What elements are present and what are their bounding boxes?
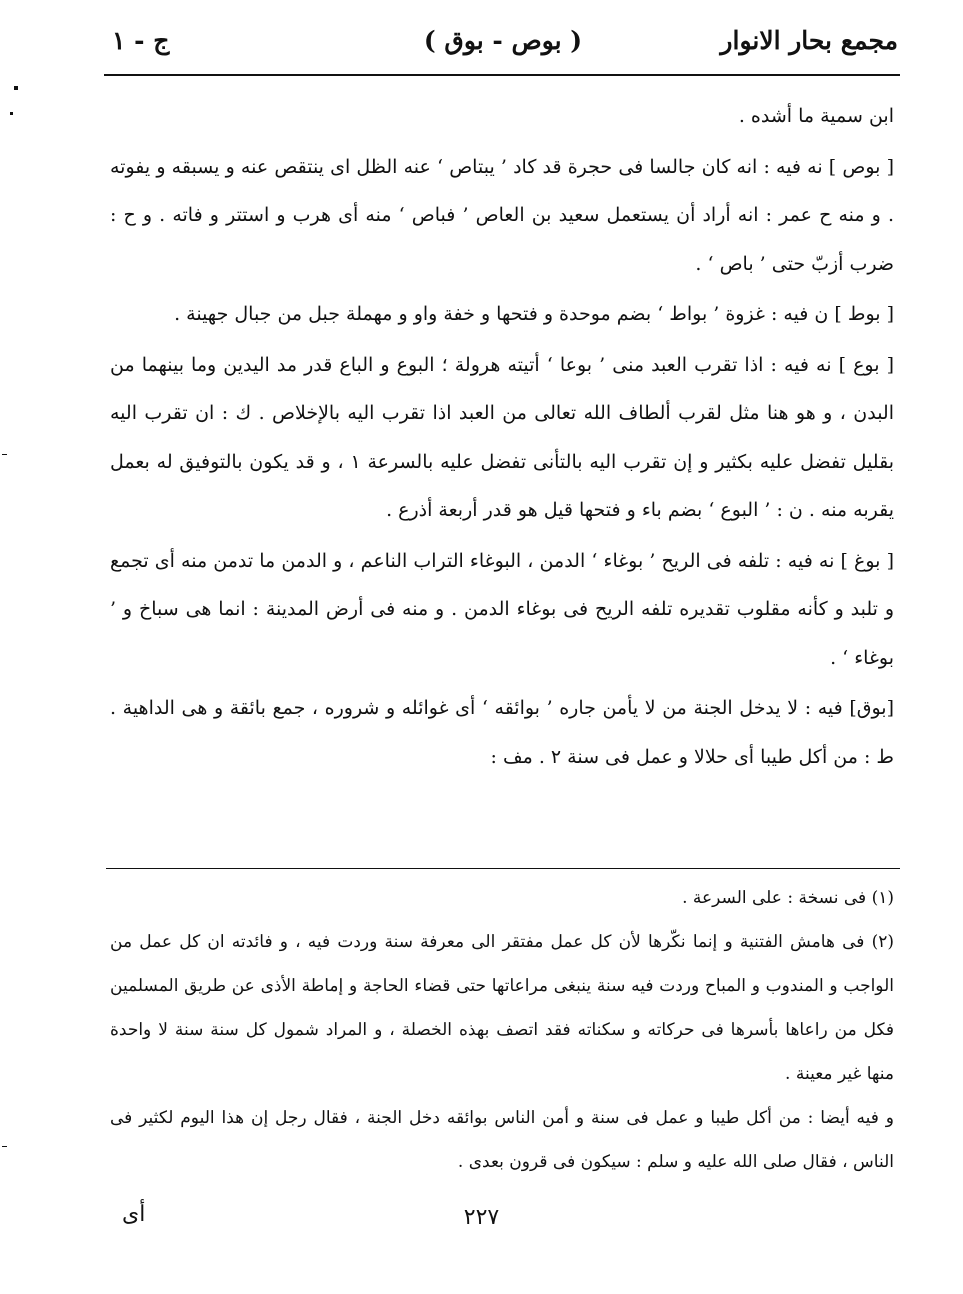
margin-mark <box>2 1146 7 1147</box>
entry-bu: [ بوع ] نه فيه : اذا تقرب العبد منى ’ بوعا ‘ أتيته هرولة ؛ البوع و الباع قدر مد اليدين وما بينهما من البدن ، و هو هنا مثل لقرب ألطاف الله تعالى من العبد اذا تقرب اليه بالإخلاص . ك : ان تقرب اليه بقليل تفضل عليه بكثير و إن تقرب اليه بالتأنى تفضل عليه بالسرعة ١ ، و قد يكون بالتوفيق له بعمل يقربه منه . ن : ’ البوع ‘ بضم باء و فتحها قيل هو قدر أربعة أذرع . <box>110 353 894 521</box>
footnote-2: (٢) فى هامش الفتنية و إنما نكّرها لأن كل عمل مفتقر الى معرفة سنة وردت فيه ، و فائدته ان كل عمل من الواجب و المندوب و المباح وردت فيه سنة ينبغى مراعاتها حتى قضاء الحاجة و إماطة الأذى عن طريق المسلمين فكل من راعاها بأسرها فى حركاته و سكناته فقد اتصف بهذه الخصلة ، و المراد شمول كل سنة سنة لا واحدة منها غير معينة . <box>110 932 894 1084</box>
margin-mark <box>10 112 13 115</box>
entry-bus: [ بوص ] نه فيه : انه كان جالسا فى حجرة قد كاد ’ يبتاص ‘ عنه الظل اى ينتقص عنه و يسبقه و يفوته . و منه ح عمر : انه أراد أن يستعمل سعيد بن العاص ’ فباص ‘ منه أى هرب و استتر و فاته . و ح : ضرب أزبّ حتى ’ باص ‘ . <box>110 155 894 275</box>
catchword: أى <box>122 1202 146 1227</box>
footnote-rule <box>106 868 900 869</box>
entry-buq: [بوق] فيه : لا يدخل الجنة من لا يأمن جاره ’ بوائقه ‘ أى غوائله و شروره ، جمع بائقة و هى الداهية . ط : من أكل طيبا أى حلالا و عمل فى سنة ٢ . مف : <box>110 697 894 768</box>
paragraph-1: ابن سمية ما أشده . <box>738 105 894 127</box>
footnote-3: و فيه أيضا : من أكل طيبا و عمل فى سنة و أمن الناس بوائقه دخل الجنة ، فقال رجل إن هذا اليوم لكثير فى الناس ، فقال صلى الله عليه و سلم : سيكون فى قرون بعدى . <box>110 1108 894 1172</box>
margin-mark <box>2 454 7 455</box>
section-range: ( بوص - بوق ) <box>423 26 583 55</box>
footnotes <box>110 876 894 1184</box>
page-number: ٢٢٧ <box>463 1205 500 1230</box>
running-header <box>108 26 898 66</box>
entry-but: [ بوط ] ن فيه : غزوة ’ بواط ‘ بضم موحدة و فتحها و خفة واو و مهملة جبل من جبال جهينة . <box>174 303 894 325</box>
margin-mark <box>14 86 18 90</box>
entry-bugh: [ بوغ ] نه فيه : تلفه فى الريح ’ بوغاء ‘ الدمن ، البوغاء التراب الناعم ، و الدمن ما تدمن منه أى تجمع و تلبد و كأنه مقلوب تقديره تلفه الريح فى بوغاء الدمن . و منه فى أرض المدينة : انما هى سباخ و ’ بوغاء ‘ . <box>110 549 894 669</box>
header-rule <box>104 74 900 76</box>
main-text <box>110 92 894 783</box>
footnote-1: (١) فى نسخة : على السرعة . <box>682 888 894 908</box>
volume-number: ج - ١ <box>112 26 170 55</box>
book-title: مجمع بحار الانوار <box>720 26 898 55</box>
